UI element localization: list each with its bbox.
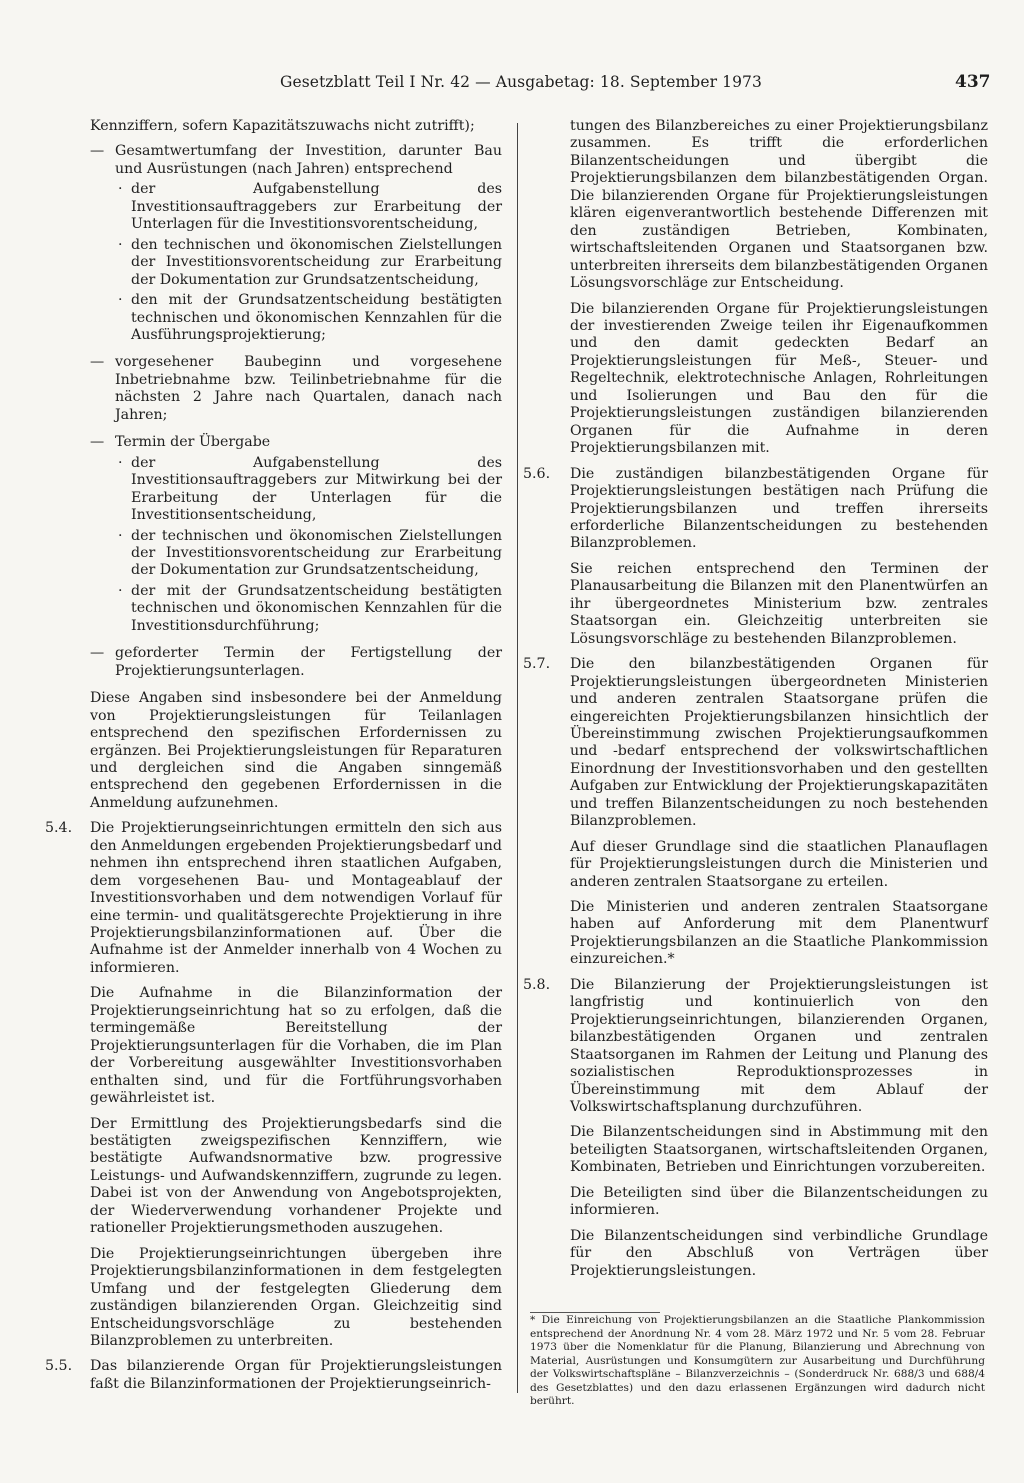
paragraph: Die Projektierungseinrichtungen ermitteln den sich aus den Anmeldungen ergebenden Projektierungsbedarf und nehmen ihn entsprechend ihren staatlichen Aufgaben, dem vorgesehenen Bau- und Montageablauf der Investitionsvorhaben und dem notwendigen Vorlauf für eine termin- und qualitätsgerechte Projektierung in ihre Projektierungsbilanzinformationen auf. Über die Aufnahme ist der Anmelder innerhalb von 4 Wochen zu informieren. xyxy=(90,820,502,976)
section-5-7 xyxy=(523,656,988,969)
dash-text: vorgesehener Baubeginn und vorgesehene Inbetriebnahme bzw. Teilinbetriebnahme für die nächsten 2 Jahre nach Quartalen, danach nach Jahren; xyxy=(115,354,502,423)
paragraph: Der Ermittlung des Projektierungsbedarfs sind die bestätigten zweigspezifischen Kennziffern, wie bestätigte Aufwandsnormative bzw. progressive Leistungs- und Aufwandskennziffern, zugrunde zu legen. Dabei ist von der Anwendung von Angebotsprojekten, der Wiederverwendung vorhandener Projekte und rationeller Projektierungsmethoden auszugehen. xyxy=(90,1115,502,1237)
sub-item xyxy=(115,237,502,289)
sub-item xyxy=(115,455,502,525)
paragraph: Die Beteiligten sind über die Bilanzentscheidungen zu informieren. xyxy=(570,1184,988,1219)
dash-marker: — xyxy=(90,143,105,160)
paragraph: Die Bilanzierung der Projektierungsleistungen ist langfristig und kontinuierlich von den Projektierungseinrichtungen, bilanzierenden Organen, bilanzbestätigenden Organen und zentralen Staatsorganen im Rahmen der Leitung und Planung des sozialistischen Reproduktionsprozesses in Übereinstimmung mit dem Ablauf der Volkswirtschaftsplanung durchzuführen. xyxy=(570,976,988,1116)
sub-text: der Aufgabenstellung des Investitionsauftraggebers zur Erarbeitung der Unterlagen für die Investitionsvorentscheidung, xyxy=(131,181,502,233)
sub-item xyxy=(115,292,502,344)
paragraph: Die Bilanzentscheidungen sind in Abstimmung mit den beteiligten Staatsorganen, wirtschaftsleitenden Organen, Kombinaten, Betrieben und Einrichtungen vorzubereiten. xyxy=(570,1124,988,1176)
bullet-marker: · xyxy=(118,454,123,471)
paragraph: Die zuständigen bilanzbestätigenden Organe für Projektierungsleistungen bestätigen nach Prüfung die Projektierungsbilanzen und treffen ihrerseits erforderliche Bilanzentscheidungen zu bestehenden Bilanzproblemen. xyxy=(570,465,988,552)
paragraph: Sie reichen entsprechend den Terminen der Planausarbeitung die Bilanzen mit den Planentwürfen an ihr übergeordnetes Ministerium bzw. zentrales Staatsorgan ein. Gleichzeitig unterbreiten sie Lösungsvorschläge zu bestehenden Bilanzproblemen. xyxy=(570,560,988,647)
paragraph: Die den bilanzbestätigenden Organen für Projektierungsleistungen übergeordneten Ministerien und anderen zentralen Staatsorgane prüfen die eingereichten Projektierungsbilanzen hinsichtlich der Übereinstimmung zwischen Projektierungsaufkommen und -bedarf entsprechend der volkswirtschaftlichen Einordnung der Investitionsvorhaben und den gestellten Aufgaben zur Entwicklung der Projektierungskapazitäten und treffen Bilanzentscheidungen zu noch bestehenden Bilanzproblemen. xyxy=(570,656,988,830)
dash-marker: — xyxy=(90,354,105,371)
dash-item xyxy=(90,354,502,424)
header-title: Gesetzblatt Teil I Nr. 42 — Ausgabetag: 18. September 1973 xyxy=(280,73,762,91)
dash-text: Termin der Übergabe xyxy=(115,434,271,451)
section-number: 5.8. xyxy=(523,976,551,993)
section-5-6 xyxy=(523,465,988,649)
section-5-4 xyxy=(45,820,502,1350)
page-header xyxy=(280,73,1000,97)
bullet-marker: · xyxy=(118,292,123,309)
paragraph: Das bilanzierende Organ für Projektierungsleistungen faßt die Bilanzinformationen der Projektierungseinrich- xyxy=(90,1358,502,1392)
bullet-marker: · xyxy=(118,582,123,599)
footnote: * Die Einreichung von Projektierungsbilanzen an die Staatliche Plankommission entsprechend der Anordnung Nr. 4 vom 28. März 1972 und Nr. 5 vom 28. Februar 1973 über die Nomenklatur für die Planung, Bilanzierung und Abrechnung von Material, Ausrüstungen und Konsumgütern zur Ausarbeitung und Durchführung der Volkswirtschaftspläne – Bilanzverzeichnis – (Sonderdruck Nr. 688/3 und 688/4 des Gesetzblattes) und den dazu erlassenen Ergänzungen wird dadurch nicht berührt. xyxy=(530,1314,985,1407)
sub-item xyxy=(115,583,502,635)
paragraph: Die Aufnahme in die Bilanzinformation der Projektierungseinrichtung hat so zu erfolgen, daß die termingemäße Bereitstellung der Projektierungsunterlagen für die Vorhaben, die im Plan der Vorbereitung ausgewählter Investitionsvorhaben enthalten sind, und für die Fortführungsvorhaben gewährleistet ist. xyxy=(90,985,502,1107)
section-5-8 xyxy=(523,976,988,1280)
paragraph: Die Projektierungseinrichtungen übergeben ihre Projektierungsbilanzinformationen in dem festgelegten Umfang und der festgelegten Gliederung dem zuständigen bilanzierenden Organ. Gleichzeitig sind Entscheidungsvorschläge zu bestehenden Bilanzproblemen zu unterbreiten. xyxy=(90,1245,502,1349)
footnote-rule xyxy=(530,1312,660,1313)
paragraph: Die Bilanzentscheidungen sind verbindliche Grundlage für den Abschluß von Verträgen über Projektierungsleistungen. xyxy=(570,1227,988,1279)
sub-item xyxy=(115,181,502,233)
dash-text: geforderter Termin der Fertigstellung der Projektierungsunterlagen. xyxy=(115,645,502,679)
dash-item xyxy=(90,645,502,680)
dash-item xyxy=(90,143,502,344)
section-number: 5.4. xyxy=(45,820,73,837)
paragraph: Auf dieser Grundlage sind die staatlichen Planauflagen für Projektierungsleistungen durch die Ministerien und anderen zentralen Staatsorgane zu erteilen. xyxy=(570,838,988,890)
section-5-5 xyxy=(45,1358,502,1393)
section-number: 5.5. xyxy=(45,1358,73,1375)
dash-item xyxy=(90,434,502,635)
paragraph: tungen des Bilanzbereiches zu einer Projektierungsbilanz zusammen. Es trifft die erforderlichen Bilanzentscheidungen und übergibt die Projektierungsbilanzen dem bilanzbestätigenden Organ. Die bilanzierenden Organe für Projektierungsleistungen klären eigenverantwortlich bestehende Differenzen mit den zuständigen Betrieben, Kombinaten, wirtschaftsleitenden Organen und Staatsorganen bzw. unterbreiten ihrerseits dem bilanzbestätigenden Organen Lösungsvorschläge zur Entscheidung. xyxy=(570,118,988,292)
bullet-marker: · xyxy=(118,181,123,198)
page-number: 437 xyxy=(955,72,991,92)
section-number: 5.7. xyxy=(523,656,551,673)
dash-marker: — xyxy=(90,434,105,451)
left-column xyxy=(45,118,502,1401)
intro-paragraph: Kennziffern, sofern Kapazitätszuwachs nicht zutrifft); xyxy=(90,118,475,134)
dash-marker: — xyxy=(90,645,105,662)
paragraph: Die bilanzierenden Organe für Projektierungsleistungen der investierenden Zweige teilen ihr Eigenaufkommen und den damit gedeckten Bedarf an Projektierungsleistungen für Meß-, Steuer- und Regeltechnik, elektrotechnische Anlagen, Rohrleitungen und Isolierungen und Bau den für die Projektierungsleistungen zuständigen bilanzierenden Organen für die Aufnahme in deren Projektierungsbilanzen mit. xyxy=(570,300,988,457)
paragraph: Diese Angaben sind insbesondere bei der Anmeldung von Projektierungsleistungen für Teilanlagen entsprechend den spezifischen Erfordernissen zu ergänzen. Bei Projektierungsleistungen für Reparaturen und dergleichen sind die Angaben sinngemäß entsprechend den gegebenen Erfordernissen in die Anmeldung aufzunehmen. xyxy=(90,690,502,811)
sub-text: der Aufgabenstellung des Investitionsauftraggebers zur Mitwirkung bei der Erarbeitung der Unterlagen für die Investitionsentscheidung, xyxy=(131,454,502,524)
section-number: 5.6. xyxy=(523,465,551,482)
sub-text: den technischen und ökonomischen Zielstellungen der Investitionsvorentscheidung zur Erarbeitung der Dokumentation zur Grundsatzentscheidung, xyxy=(131,236,502,288)
bullet-marker: · xyxy=(118,527,123,544)
sub-text: der mit der Grundsatzentscheidung bestätigten technischen und ökonomischen Kennzahlen für die Investitionsdurchführung; xyxy=(131,582,502,634)
column-divider xyxy=(517,123,518,1393)
sub-text: der technischen und ökonomischen Zielstellungen der Investitionsvorentscheidung zur Erarbeitung der Dokumentation zur Grundsatzentscheidung, xyxy=(131,527,502,579)
paragraph: Die Ministerien und anderen zentralen Staatsorgane haben auf Anforderung mit dem Planentwurf Projektierungsbilanzen an die Staatliche Plankommission einzureichen.* xyxy=(570,899,988,968)
sub-text: den mit der Grundsatzentscheidung bestätigten technischen und ökonomischen Kennzahlen für die Ausführungsprojektierung; xyxy=(131,292,502,343)
sub-item xyxy=(115,528,502,580)
dash-text: Gesamtwertumfang der Investition, darunter Bau und Ausrüstungen (nach Jahren) entsprechend xyxy=(115,143,502,177)
right-column xyxy=(523,118,988,1288)
bullet-marker: · xyxy=(118,236,123,253)
